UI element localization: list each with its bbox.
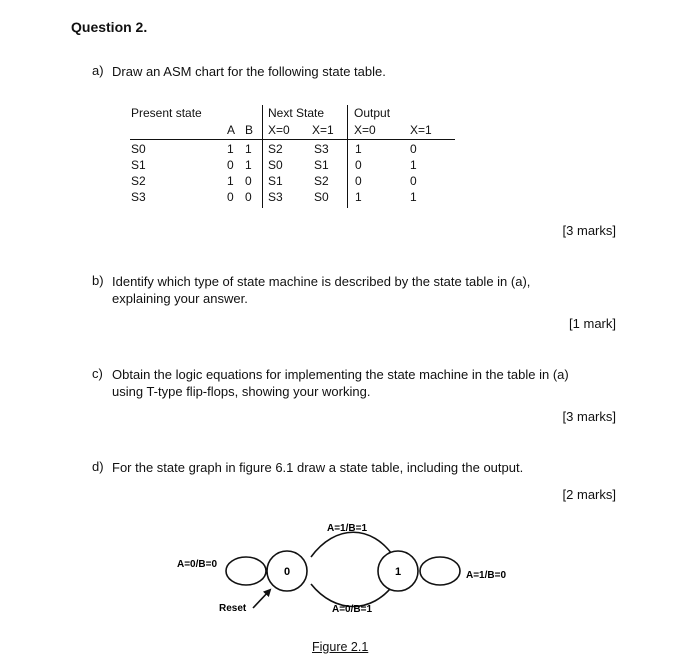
part-a-marks: [3 marks]: [562, 223, 616, 238]
cell-b: 0: [245, 190, 252, 204]
cell-state: S0: [131, 142, 146, 156]
part-d-label: d): [92, 459, 104, 474]
part-b-label: b): [92, 273, 104, 288]
cell-out-x0: 1: [355, 190, 362, 204]
header-ns-x0: X=0: [268, 123, 290, 137]
cell-a: 1: [227, 174, 234, 188]
state1-self-loop: [420, 557, 460, 585]
top-arc-label: A=1/B=1: [327, 523, 368, 534]
header-present-state: Present state: [131, 106, 202, 120]
cell-out-x0: 0: [355, 158, 362, 172]
cell-out-x0: 0: [355, 174, 362, 188]
cell-out-x1: 0: [410, 174, 417, 188]
header-next-state: Next State: [268, 106, 325, 120]
cell-ns-x0: S2: [268, 142, 283, 156]
cell-out-x1: 1: [410, 190, 417, 204]
state-0-label: 0: [283, 566, 291, 578]
question-title: Question 2.: [71, 19, 148, 35]
part-b-line1: Identify which type of state machine is described by the state table in (a),: [112, 274, 531, 289]
cell-state: S1: [131, 158, 146, 172]
cell-a: 0: [227, 158, 234, 172]
cell-ns-x1: S0: [314, 190, 329, 204]
header-ns-x1: X=1: [312, 123, 334, 137]
header-b: B: [245, 123, 254, 137]
part-c-marks: [3 marks]: [562, 409, 616, 424]
cell-ns-x0: S1: [268, 174, 283, 188]
cell-b: 1: [245, 158, 252, 172]
part-c-line2: using T-type flip-flops, showing your working.: [112, 384, 371, 399]
cell-ns-x0: S3: [268, 190, 283, 204]
part-d-text: For the state graph in figure 6.1 draw a state table, including the output.: [112, 460, 524, 475]
cell-out-x1: 1: [410, 158, 417, 172]
part-d-marks: [2 marks]: [562, 487, 616, 502]
cell-ns-x1: S3: [314, 142, 329, 156]
state-1-label: 1: [394, 566, 402, 578]
state0-loop-label: A=0/B=0: [177, 559, 218, 570]
cell-a: 1: [227, 142, 234, 156]
reset-label: Reset: [219, 603, 247, 614]
part-a-label: a): [92, 63, 104, 78]
part-c-line1: Obtain the logic equations for implementing the state machine in the table in (a): [112, 367, 569, 382]
cell-state: S3: [131, 190, 146, 204]
part-c-label: c): [92, 366, 103, 381]
cell-out-x1: 0: [410, 142, 417, 156]
cell-out-x0: 1: [355, 142, 362, 156]
top-arc-edge: [311, 532, 394, 557]
cell-ns-x1: S2: [314, 174, 329, 188]
cell-b: 1: [245, 142, 252, 156]
header-a: A: [227, 123, 236, 137]
part-a-text: Draw an ASM chart for the following state table.: [112, 64, 386, 79]
cell-ns-x1: S1: [314, 158, 329, 172]
figure-caption: Figure 2.1: [312, 640, 369, 654]
part-b-line2: explaining your answer.: [112, 291, 248, 306]
state0-self-loop: [226, 557, 266, 585]
bottom-arc-label: A=0/B=1: [332, 604, 373, 615]
cell-ns-x0: S0: [268, 158, 283, 172]
cell-state: S2: [131, 174, 146, 188]
header-output: Output: [354, 106, 391, 120]
cell-b: 0: [245, 174, 252, 188]
part-b-marks: [1 mark]: [569, 316, 616, 331]
state1-loop-label: A=1/B=0: [466, 570, 507, 581]
header-out-x1: X=1: [410, 123, 432, 137]
cell-a: 0: [227, 190, 234, 204]
header-out-x0: X=0: [354, 123, 376, 137]
reset-arrow: [253, 590, 270, 608]
